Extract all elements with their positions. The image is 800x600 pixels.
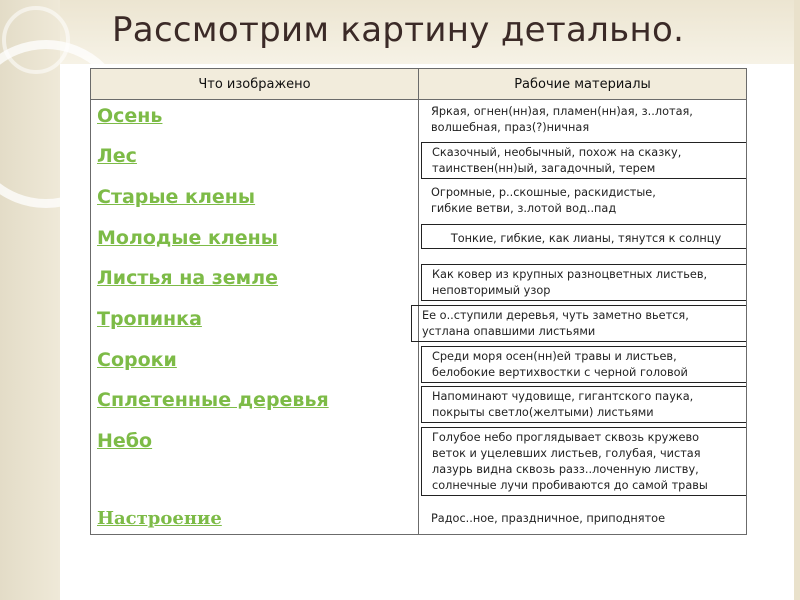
description-line: Среди моря осен(нн)ей травы и листьев,	[432, 349, 677, 363]
description-line: устлана опавшими листьями	[422, 324, 596, 338]
description-line: Голубое небо проглядывает сквозь кружево	[432, 430, 700, 444]
term-link-forest[interactable]: Лес	[97, 144, 137, 167]
description-line: волшебная, праз(?)ничная	[431, 121, 590, 134]
table-row	[91, 222, 747, 262]
term-cell	[91, 425, 419, 503]
description-line: неповторимый узор	[432, 283, 551, 297]
description-line: лазурь видна сквозь разз..лоченную листву,	[432, 462, 699, 476]
term-cell	[91, 384, 419, 425]
table-row	[91, 384, 747, 425]
term-cell	[91, 100, 419, 140]
description-cell	[419, 140, 747, 181]
description-box	[421, 505, 746, 528]
slide-title: Рассмотрим картину детально.	[112, 10, 685, 50]
description-cell	[419, 181, 747, 222]
description-line: покрыты светло(желтыми) листьями	[432, 405, 654, 419]
term-cell	[91, 140, 419, 181]
description-line: Напоминают чудовище, гигантского паука,	[432, 389, 694, 403]
table-row	[91, 425, 747, 503]
term-cell	[91, 262, 419, 303]
term-cell	[91, 344, 419, 384]
description-cell	[419, 100, 747, 140]
description-box	[421, 427, 746, 496]
column-header-what: Что изображено	[91, 69, 419, 100]
description-line: солнечные лучи пробиваются до самой травы	[432, 478, 708, 492]
description-line: гибкие ветви, з.лотой вод..пад	[431, 201, 617, 215]
description-cell	[419, 262, 747, 303]
term-cell	[91, 181, 419, 222]
description-cell	[419, 303, 747, 344]
term-link-leaves-on-ground[interactable]: Листья на земле	[97, 266, 279, 289]
description-line: Тонкие, гибкие, как лианы, тянутся к солнцу	[450, 231, 722, 245]
description-line: таинствен(нн)ый, загадочный, терем	[432, 161, 656, 175]
description-box	[421, 346, 746, 383]
description-line: Яркая, огнен(нн)ая, пламен(нн)ая, з..лотая,	[431, 105, 693, 118]
table-row	[91, 344, 747, 384]
description-cell	[419, 344, 747, 384]
term-cell	[91, 503, 419, 535]
description-box	[421, 264, 746, 301]
term-link-old-maples[interactable]: Старые клены	[97, 185, 256, 208]
column-header-materials: Рабочие материалы	[419, 69, 747, 100]
description-cell	[419, 222, 747, 262]
term-link-autumn[interactable]: Осень	[97, 105, 163, 127]
term-link-intertwined-trees[interactable]: Сплетенные деревья	[97, 388, 329, 411]
table-header-row	[91, 69, 747, 100]
table-row	[91, 503, 747, 535]
table-row	[91, 262, 747, 303]
description-line: Огромные, р..скошные, раскидистые,	[431, 185, 656, 199]
table-row	[91, 181, 747, 222]
description-cell	[419, 425, 747, 503]
description-box	[421, 224, 746, 249]
description-line: Как ковер из крупных разноцветных листьев,	[432, 267, 708, 281]
decorative-ring-small	[2, 6, 70, 74]
description-box	[421, 102, 746, 137]
description-box	[411, 305, 746, 342]
description-line: белобокие вертихвостки с черной головой	[432, 365, 688, 379]
description-box	[421, 386, 746, 423]
description-box	[421, 183, 746, 218]
description-line: веток и уцелевших листьев, голубая, чистая	[432, 446, 701, 460]
description-box	[421, 142, 746, 179]
term-link-young-maples[interactable]: Молодые клены	[97, 226, 278, 249]
description-line: Ее о..ступили деревья, чуть заметно вьется,	[422, 308, 689, 322]
table-row	[91, 100, 747, 140]
term-link-mood[interactable]: Настроение	[97, 507, 222, 529]
background-right-edge	[794, 0, 800, 600]
description-cell	[419, 503, 747, 535]
description-cell	[419, 384, 747, 425]
analysis-table	[90, 68, 747, 535]
description-line: Радос..ное, праздничное, приподнятое	[431, 511, 666, 525]
term-link-sky[interactable]: Небо	[97, 429, 153, 452]
term-cell	[91, 222, 419, 262]
term-link-path[interactable]: Тропинка	[97, 307, 202, 330]
table-row	[91, 140, 747, 181]
description-line: Сказочный, необычный, похож на сказку,	[432, 145, 682, 159]
table-row	[91, 303, 747, 344]
term-link-magpies[interactable]: Сороки	[97, 348, 177, 371]
term-cell	[91, 303, 419, 344]
